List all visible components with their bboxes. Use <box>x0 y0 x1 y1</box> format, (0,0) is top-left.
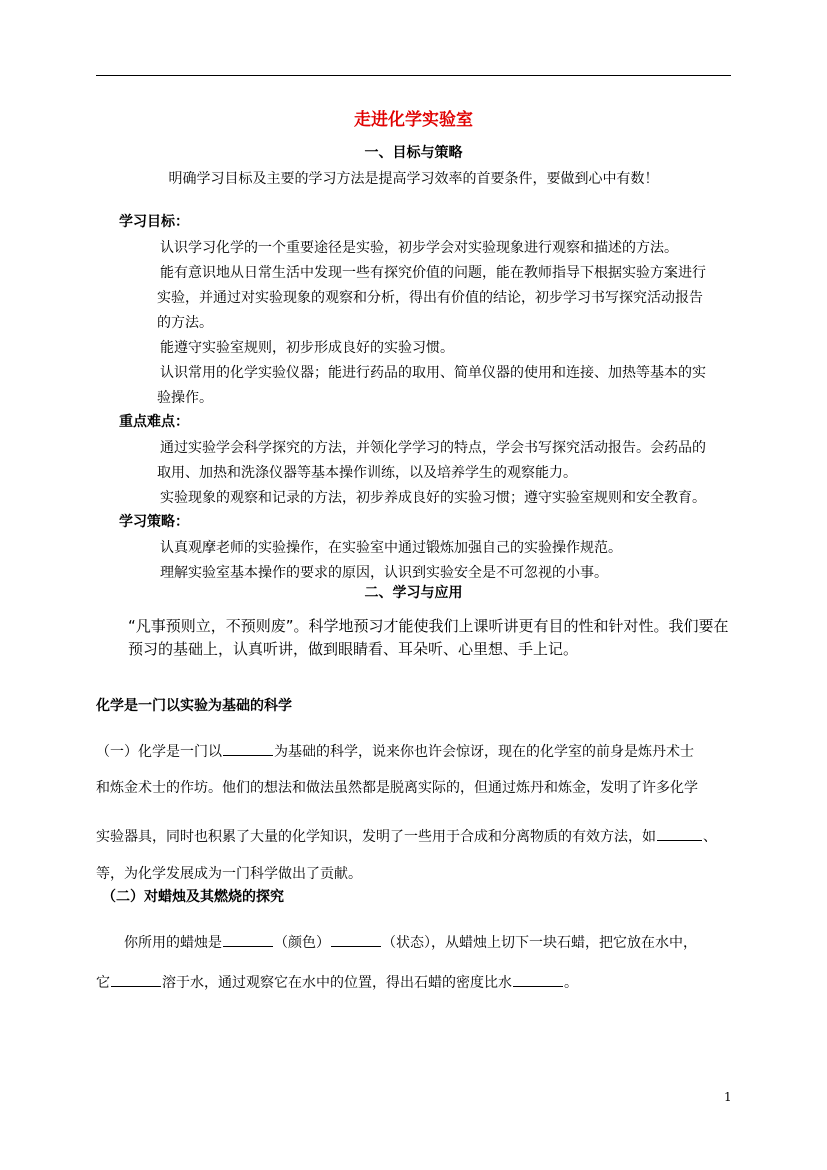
strategy-line: 认真观摩老师的实验操作，在实验室中通过锻炼加强自己的实验操作规范。 <box>160 540 622 556</box>
keypoint-line: 通过实验学会科学探究的方法，并领化学学习的特点，学会书写探究活动报告。会药品的 <box>160 440 706 456</box>
part1-text: 实验器具，同时也积累了大量的化学知识，发明了一些用于合成和分离物质的有效方法，如 <box>96 829 656 845</box>
section-heading-2: 二、学习与应用 <box>364 585 463 601</box>
part2-text: 溶于水，通过观察它在水中的位置，得出石蜡的密度比水 <box>162 975 512 991</box>
preview-line: “凡事预则立，不预则废”。科学地预习才能使我们上课听讲更有目的性和针对性。我们要在 <box>128 617 729 635</box>
part2-text: （颜色） <box>274 935 330 951</box>
fill-blank[interactable] <box>657 826 702 841</box>
part1-text: （一）化学是一门以 <box>96 744 222 760</box>
fill-blank[interactable] <box>513 972 563 987</box>
goal-line: 认识常用的化学实验仪器；能进行药品的取用、简单仪器的使用和连接、加热等基本的实 <box>160 365 706 381</box>
goal-line: 验操作。 <box>157 390 213 406</box>
fill-blank[interactable] <box>111 972 161 987</box>
part1-text: 为基础的科学，说来你也许会惊讶，现在的化学室的前身是炼丹术士 <box>274 744 694 760</box>
goal-line: 认识学习化学的一个重要途径是实验，初步学会对实验现象进行观察和描述的方法。 <box>160 240 678 256</box>
keypoint-line: 取用、加热和洗涤仪器等基本操作训练，以及培养学生的观察能力。 <box>157 465 577 481</box>
keypoints-label: 重点难点： <box>119 414 189 430</box>
fill-blank[interactable] <box>223 741 273 756</box>
goal-line: 能遵守实验室规则，初步形成良好的实验习惯。 <box>160 340 454 356</box>
header-rule <box>96 75 731 76</box>
goals-label: 学习目标： <box>119 214 189 230</box>
part2-line-2 <box>96 972 578 992</box>
part1-line-3 <box>96 826 717 846</box>
part2-text: 它 <box>96 975 110 991</box>
part1-text: 、 <box>703 829 717 845</box>
fill-blank[interactable] <box>331 932 381 947</box>
goal-line: 的方法。 <box>157 315 213 331</box>
keypoint-line: 实验现象的观察和记录的方法，初步养成良好的实验习惯；遵守实验室规则和安全教育。 <box>160 490 706 506</box>
page-number: 1 <box>724 1090 732 1104</box>
goal-line: 能有意识地从日常生活中发现一些有探究价值的问题，能在教师指导下根据实验方案进行 <box>160 265 706 281</box>
preview-line: 预习的基础上，认真听讲，做到眼睛看、耳朵听、心里想、手上记。 <box>128 640 579 658</box>
intro-text: 明确学习目标及主要的学习方法是提高学习效率的首要条件，要做到心中有数！ <box>168 171 659 187</box>
part1-line-2: 和炼金术士的作坊。他们的想法和做法虽然都是脱离实际的，但通过炼丹和炼金，发明了许多化学 <box>96 780 698 796</box>
strategy-line: 理解实验室基本操作的要求的原因，认识到实验安全是不可忽视的小事。 <box>160 565 608 581</box>
subheading: 化学是一门以实验为基础的科学 <box>96 698 292 714</box>
part2-text: 你所用的蜡烛是 <box>124 935 222 951</box>
section-heading-1: 一、目标与策略 <box>364 145 463 161</box>
part2-text: 。 <box>564 975 578 991</box>
part2-text: （状态），从蜡烛上切下一块石蜡，把它放在水中， <box>382 935 697 951</box>
goal-line: 实验，并通过对实验现象的观察和分析，得出有价值的结论，初步学习书写探究活动报告 <box>157 290 703 306</box>
part1-line-4: 等，为化学发展成为一门科学做出了贡献。 <box>96 866 362 882</box>
part2-heading: （二）对蜡烛及其燃烧的探究 <box>102 889 284 905</box>
page-title: 走进化学实验室 <box>354 110 473 130</box>
fill-blank[interactable] <box>223 932 273 947</box>
part1-line-1 <box>96 741 694 761</box>
strategy-label: 学习策略： <box>119 514 189 530</box>
part2-line-1 <box>124 932 697 952</box>
